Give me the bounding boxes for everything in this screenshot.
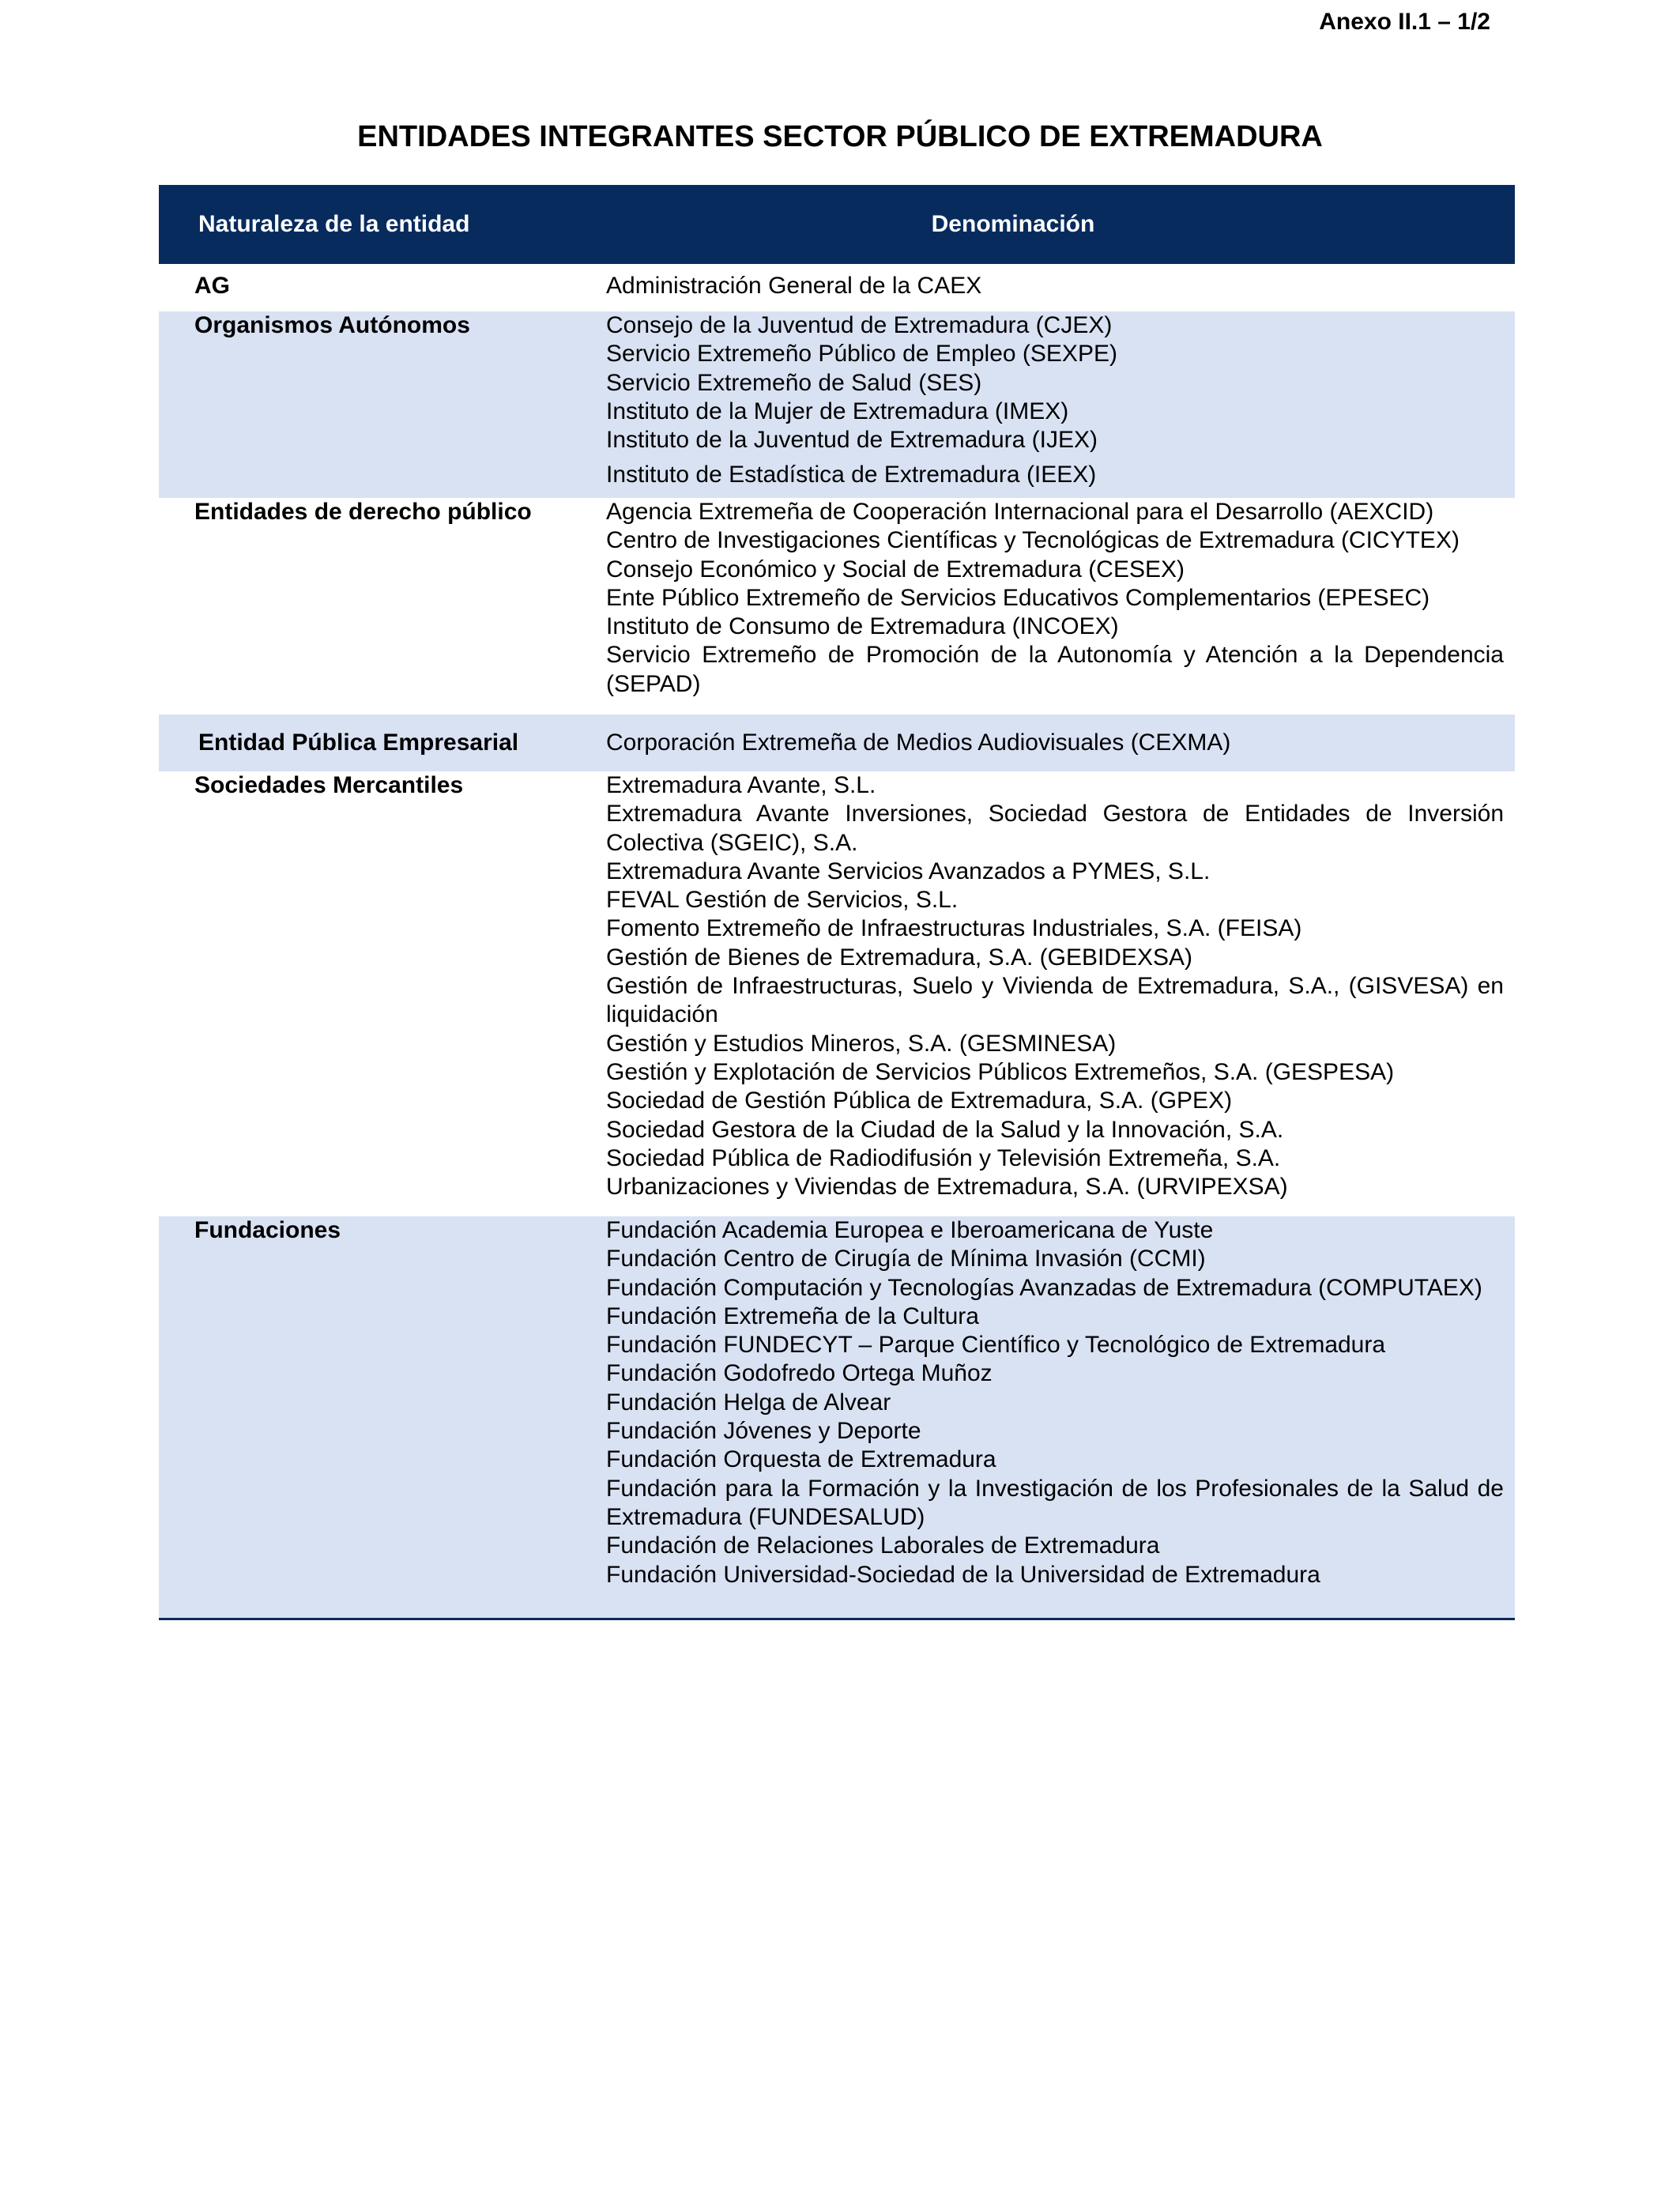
list-item: Extremadura Avante Inversiones, Sociedad Gestora de Entidades de Inversión Colectiva (SGEIC), S.A.	[606, 801, 1504, 856]
denomination-cell	[606, 771, 1504, 1216]
category-cell: Organismos Autónomos	[194, 312, 470, 338]
list-item: Corporación Extremeña de Medios Audiovisuales (CEXMA)	[606, 729, 1231, 756]
list-item: FEVAL Gestión de Servicios, S.L.	[606, 887, 959, 914]
list-item: Extremadura Avante, S.L.	[606, 772, 876, 798]
table-row	[159, 264, 1515, 311]
category-cell: AG	[194, 273, 230, 299]
table-row	[159, 498, 1515, 714]
list-item: Fomento Extremeño de Infraestructuras Industriales, S.A. (FEISA)	[606, 915, 1302, 942]
table-row	[159, 771, 1515, 1216]
denomination-cell	[606, 498, 1504, 714]
list-item: Consejo de la Juventud de Extremadura (CJEX)	[606, 312, 1113, 338]
table-row	[159, 311, 1515, 498]
header-denomination: Denominación	[931, 211, 1095, 237]
list-item: Instituto de Consumo de Extremadura (INCOEX)	[606, 613, 1119, 640]
category-cell: Entidades de derecho público	[194, 499, 532, 525]
list-item: Gestión y Estudios Mineros, S.A. (GESMINESA)	[606, 1030, 1117, 1057]
list-item: Gestión de Bienes de Extremadura, S.A. (GEBIDEXSA)	[606, 944, 1193, 971]
list-item: Fundación Godofredo Ortega Muñoz	[606, 1360, 993, 1387]
table-row	[159, 1216, 1515, 1618]
table-row	[159, 714, 1515, 771]
list-item: Fundación Jóvenes y Deporte	[606, 1418, 921, 1445]
category-cell: Sociedades Mercantiles	[194, 772, 464, 798]
denomination-cell	[606, 311, 1504, 498]
list-item: Fundación Orquesta de Extremadura	[606, 1446, 996, 1473]
table-header	[159, 185, 1515, 264]
list-item: Agencia Extremeña de Cooperación Internacional para el Desarrollo (AEXCID)	[606, 499, 1434, 525]
list-item: Instituto de la Mujer de Extremadura (IMEX)	[606, 398, 1069, 424]
list-item: Fundación Extremeña de la Cultura	[606, 1302, 979, 1329]
list-item: Centro de Investigaciones Científicas y Tecnológicas de Extremadura (CICYTEX)	[606, 527, 1460, 554]
annex-label: Anexo II.1 – 1/2	[1319, 9, 1490, 35]
list-item: Servicio Extremeño de Promoción de la Autonomía y Atención a la Dependencia (SEPAD)	[606, 642, 1504, 697]
list-item: Servicio Extremeño Público de Empleo (SEXPE)	[606, 341, 1117, 368]
list-item: Ente Público Extremeño de Servicios Educativos Complementarios (EPESEC)	[606, 584, 1430, 611]
list-item: Fundación Centro de Cirugía de Mínima Invasión (CCMI)	[606, 1246, 1206, 1272]
page-title: ENTIDADES INTEGRANTES SECTOR PÚBLICO DE EXTREMADURA	[357, 120, 1323, 153]
denomination-cell	[606, 729, 1504, 757]
list-item: Administración General de la CAEX	[606, 273, 982, 299]
list-item: Sociedad Pública de Radiodifusión y Televisión Extremeña, S.A.	[606, 1144, 1281, 1171]
list-item: Sociedad de Gestión Pública de Extremadura, S.A. (GPEX)	[606, 1088, 1233, 1114]
list-item: Gestión de Infraestructuras, Suelo y Vivienda de Extremadura, S.A., (GISVESA) en liquidación	[606, 973, 1504, 1028]
list-item: Instituto de la Juventud de Extremadura (IJEX)	[606, 427, 1098, 454]
list-item: Fundación FUNDECYT – Parque Científico y Tecnológico de Extremadura	[606, 1332, 1386, 1359]
list-item: Fundación de Relaciones Laborales de Extremadura	[606, 1532, 1160, 1559]
category-cell: Fundaciones	[194, 1217, 341, 1243]
category-cell: Entidad Pública Empresarial	[198, 729, 519, 756]
list-item: Instituto de Estadística de Extremadura (IEEX)	[606, 462, 1097, 488]
list-item: Consejo Económico y Social de Extremadura (CESEX)	[606, 556, 1185, 582]
list-item: Gestión y Explotación de Servicios Públicos Extremeños, S.A. (GESPESA)	[606, 1058, 1395, 1085]
list-item: Servicio Extremeño de Salud (SES)	[606, 369, 982, 396]
list-item: Sociedad Gestora de la Ciudad de la Salud y la Innovación, S.A.	[606, 1116, 1284, 1143]
entities-table	[159, 185, 1515, 1620]
header-nature: Naturaleza de la entidad	[198, 211, 470, 237]
list-item: Fundación Academia Europea e Iberoamericana de Yuste	[606, 1217, 1214, 1243]
denomination-cell	[606, 1216, 1504, 1618]
list-item: Fundación Computación y Tecnologías Avanzadas de Extremadura (COMPUTAEX)	[606, 1274, 1482, 1301]
list-item: Fundación Helga de Alvear	[606, 1389, 891, 1416]
list-item: Fundación Universidad-Sociedad de la Universidad de Extremadura	[606, 1561, 1320, 1588]
list-item: Urbanizaciones y Viviendas de Extremadura, S.A. (URVIPEXSA)	[606, 1174, 1288, 1201]
list-item: Fundación para la Formación y la Investigación de los Profesionales de la Salud de Extremadura (FUNDESALUD)	[606, 1475, 1504, 1530]
denomination-cell	[606, 272, 1504, 311]
list-item: Extremadura Avante Servicios Avanzados a PYMES, S.L.	[606, 858, 1211, 884]
